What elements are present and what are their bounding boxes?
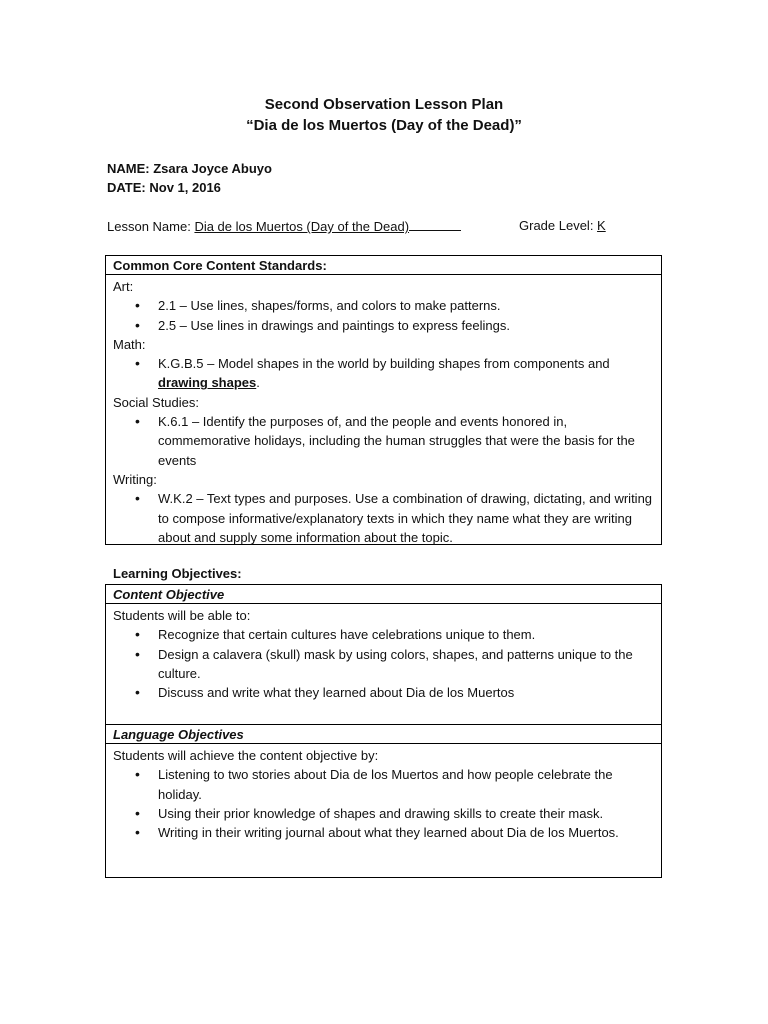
- content-list: [113, 625, 654, 702]
- content-objective-body: [106, 604, 661, 725]
- list-item: [113, 354, 654, 393]
- grade-level-line: [519, 218, 606, 233]
- language-objectives-heading: Language Objectives: [106, 725, 661, 744]
- content-intro: Students will be able to:: [113, 608, 251, 623]
- grade-level-label: Grade Level:: [519, 218, 598, 233]
- objectives-table: [105, 584, 662, 878]
- content-objective-heading: Content Objective: [106, 585, 661, 604]
- list-item: • Using their prior knowledge of shapes and drawing skills to create their mask.: [113, 804, 654, 823]
- list-item: • K.6.1 – Identify the purposes of, and the people and events honored in, commemorative holidays, including the human struggles that were the basis for the events: [113, 412, 654, 470]
- art-label: Art:: [113, 279, 134, 294]
- grade-level-value: K: [597, 218, 606, 233]
- list-item: • Discuss and write what they learned about Dia de los Muertos: [113, 683, 654, 702]
- name-line: NAME: Zsara Joyce Abuyo: [107, 161, 272, 176]
- social-studies-label: Social Studies:: [113, 394, 199, 410]
- document-title: Second Observation Lesson Plan: [264, 96, 504, 113]
- list-item: • 2.5 – Use lines in drawings and paintings to express feelings.: [113, 316, 654, 335]
- list-item: • Listening to two stories about Dia de los Muertos and how people celebrate the holiday.: [113, 765, 654, 804]
- math-list: [113, 354, 654, 393]
- learning-objectives-label: Learning Objectives:: [113, 566, 242, 581]
- list-item: • Writing in their writing journal about what they learned about Dia de los Muertos.: [113, 823, 654, 842]
- lesson-name-value: Dia de los Muertos (Day of the Dead): [194, 219, 410, 234]
- writing-list: [113, 489, 654, 547]
- lesson-name-label: Lesson Name:: [107, 219, 195, 234]
- drawing-shapes-emphasis: drawing shapes: [158, 375, 257, 391]
- math-label: Math:: [113, 336, 146, 352]
- list-item: • Recognize that certain cultures have celebrations unique to them.: [113, 625, 654, 644]
- social-studies-list: [113, 412, 654, 470]
- lesson-name-blank: [409, 218, 461, 231]
- language-intro: Students will achieve the content objective by:: [113, 748, 379, 763]
- standards-heading: Common Core Content Standards:: [106, 256, 661, 275]
- math-text: K.G.B.5 – Model shapes in the world by building shapes from components and: [158, 356, 610, 372]
- document-subtitle: “Dia de los Muertos (Day of the Dead)”: [246, 117, 522, 134]
- writing-label: Writing:: [113, 471, 157, 487]
- math-text-end: .: [256, 375, 260, 391]
- list-item: • Design a calavera (skull) mask by using colors, shapes, and patterns unique to the culture.: [113, 645, 654, 684]
- art-list: [113, 296, 654, 335]
- standards-body: [106, 275, 661, 551]
- date-line: DATE: Nov 1, 2016: [107, 180, 221, 195]
- list-item: • 2.1 – Use lines, shapes/forms, and colors to make patterns.: [113, 296, 654, 315]
- standards-table: [105, 255, 662, 545]
- language-list: [113, 765, 654, 842]
- list-item: • W.K.2 – Text types and purposes. Use a combination of drawing, dictating, and writing to compose informative/explanatory texts in which they name what they are writing about and supply some information about the topic.: [113, 489, 654, 547]
- language-objectives-body: [106, 744, 661, 846]
